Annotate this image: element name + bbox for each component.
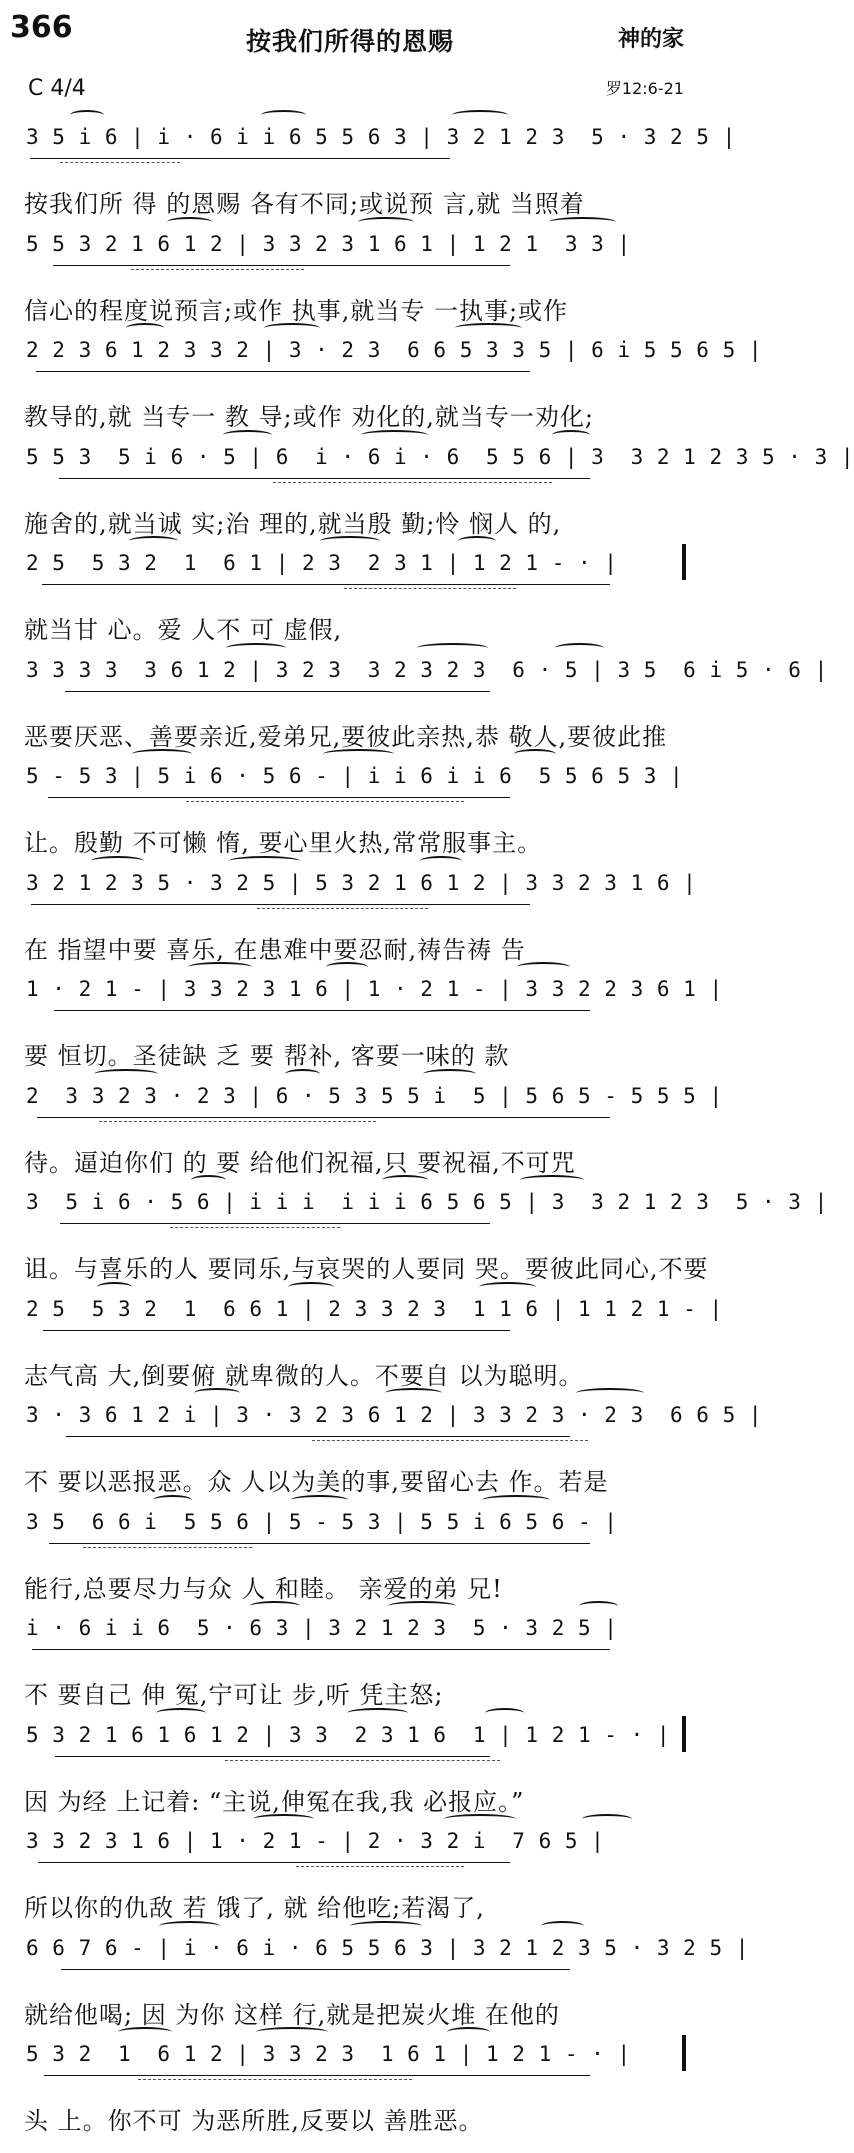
beam-underline [32,1649,610,1650]
notation-line: 3 2 1 2 3 5 · 3 2 5 | 5 3 2 1 6 1 2 | 3 3 2 3 1 6 | [26,870,697,895]
beam-underline [30,158,450,159]
double-beam-underline [131,269,304,270]
slur-mark [423,1069,476,1079]
lyric-line: 志气高 大,倒要俯 就卑微的人。不要自 以为聪明。 [24,1361,584,1390]
slur-mark [385,1388,442,1398]
beam-underline [44,2075,590,2076]
end-barline [682,1716,686,1752]
slur-mark [576,1388,644,1398]
notation-line: i · 6 i i 6 5 · 6 3 | 3 2 1 2 3 5 · 3 2 5 | [26,1616,618,1640]
beam-underline [48,797,510,798]
double-beam-underline [296,1866,464,1867]
key-time-signature: C 4/4 [28,76,86,101]
lyric-line: 就当甘 心。爱 人不 可 虚假, [24,616,343,644]
slur-mark [447,2027,490,2037]
notation-line: 6 6 7 6 - | i · 6 i · 6 5 5 6 3 | 3 2 1 2 3 5 · 3 2 5 | [26,1935,749,1960]
slur-mark [517,962,570,972]
notation-line: 5 3 2 1 6 1 2 | 3 3 2 3 1 6 1 | 1 2 1 - · | [26,2042,631,2066]
slur-mark [288,1282,334,1292]
beam-underline [43,1330,510,1331]
slur-mark [188,962,252,972]
beam-underline [59,478,590,479]
slur-mark [261,110,306,120]
slur-mark [91,856,144,866]
beam-underline [65,691,490,692]
slur-mark [256,2027,328,2037]
notation-line: 3 5 i 6 · 5 6 | i i i i i i 6 5 6 5 | 3 3 2 1 2 3 5 · 3 | [26,1190,828,1214]
slur-mark [358,217,414,227]
lyric-line: 因 为经 上记着: “主说,伸冤在我,我 必报应。” [24,1787,525,1816]
double-beam-underline [344,588,516,589]
slur-mark [382,1175,428,1185]
slur-mark [97,1282,132,1292]
lyric-line: 头 上。你不可 为恶所胜,反要以 善胜恶。 [24,2107,484,2135]
slur-mark [229,856,300,866]
double-beam-underline [186,801,464,802]
notation-line: 3 3 3 3 3 6 1 2 | 3 2 3 3 2 3 2 3 6 · 5 | 3 5 6 i 5 · 6 | [26,657,828,682]
slur-mark [552,430,590,440]
notation-line: 2 5 5 3 2 1 6 1 | 2 3 2 3 1 | 1 2 1 - · | [26,551,618,575]
page-header [0,0,700,110]
scripture-reference: 罗12:6-21 [605,79,684,98]
beam-underline [53,265,510,266]
slur-mark [479,1282,536,1292]
slur-mark [129,536,178,546]
notation-line: 3 · 3 6 1 2 i | 3 · 3 2 3 6 1 2 | 3 3 2 3 · 2 3 6 6 5 | [26,1403,763,1427]
notation-line: 3 3 2 3 1 6 | 1 · 2 1 - | 2 · 3 2 i 7 6 5 | [26,1829,605,1853]
slur-mark [223,430,272,440]
slur-mark [291,1495,348,1505]
slur-mark [361,430,428,440]
slur-mark [285,1069,320,1079]
slur-mark [579,1601,618,1611]
notation-line: 1 · 2 1 - | 3 3 2 3 1 6 | 1 · 2 1 - | 3 3 2 2 3 6 1 | [26,977,723,1001]
notation-line: 2 2 3 6 1 2 3 3 2 | 3 · 2 3 6 6 5 3 3 5 | 6 i 5 5 6 5 | [26,338,763,362]
slur-mark [118,2027,172,2037]
beam-underline [49,1543,590,1544]
notation-line: 5 5 3 5 i 6 · 5 | 6 i · 6 i · 6 5 5 6 | 3 3 2 1 2 3 5 · 3 | [26,444,854,469]
slur-mark [520,1175,584,1185]
slur-mark [458,536,496,546]
end-barline [682,2035,686,2071]
slur-mark [264,323,320,333]
slur-mark [153,1495,192,1505]
slur-mark [388,1601,456,1611]
slur-mark [444,1814,516,1824]
lyric-line: 恶要厌恶、善要亲近,爱弟兄,要彼此亲热,恭 敬人,要彼此推 [24,722,668,751]
beam-underline [42,584,610,585]
lyric-line: 不 要以恶报恶。众 人以为美的事,要留心去 作。若是 [24,1468,609,1496]
slur-mark [350,1921,422,1931]
slur-mark [323,749,394,759]
beam-underline [60,1223,490,1224]
slur-mark [541,1921,584,1931]
slur-mark [485,1708,524,1718]
double-beam-underline [257,908,428,909]
slur-mark [159,1921,220,1931]
slur-mark [582,1814,632,1824]
notation-line: 5 - 5 3 | 5 i 6 · 5 6 - | i i 6 i i 6 5 5 6 5 3 | [26,764,684,788]
lyric-line: 能行,总要尽力与众 人 和睦。 亲爱的弟 兄! [24,1574,503,1603]
lyric-line: 所以你的仇敌 若 饿了, 就 给他吃;若渴了, [24,1894,485,1922]
slur-mark [156,1708,206,1718]
lyric-line: 要 恒切。圣徒缺 乏 要 帮补, 客要一味的 款 [24,1042,510,1070]
slur-mark [126,323,164,333]
hymn-number: 366 [10,10,73,45]
beam-underline [55,1756,490,1757]
end-barline [682,544,686,580]
double-beam-underline [170,1227,340,1228]
notation-line: 5 5 3 2 1 6 1 2 | 3 3 2 3 1 6 1 | 1 2 1 3 3 | [26,231,631,256]
slur-mark [194,1388,240,1398]
hymn-title: 按我们所得的恩赐 [245,27,454,56]
slur-mark [482,1495,550,1505]
lyric-line: 就给他喝; 因 为你 这样 行,就是把炭火堆 在他的 [24,2000,560,2029]
slur-mark [555,643,604,653]
notation-line: 3 5 6 6 i 5 5 6 | 5 - 5 3 | 5 5 i 6 5 6 - | [26,1509,618,1534]
slur-mark [132,749,192,759]
slur-mark [320,536,380,546]
slur-mark [191,1175,226,1185]
double-beam-underline [225,1760,500,1761]
slur-mark [167,217,212,227]
double-beam-underline [60,162,180,163]
double-beam-underline [83,1547,252,1548]
slur-mark [70,110,104,120]
lyric-line: 不 要自己 伸 冤,宁可让 步,听 凭主怒; [24,1681,444,1709]
double-beam-underline [273,482,552,483]
double-beam-underline [138,2079,412,2080]
double-beam-underline [99,1121,376,1122]
notation-line: 3 5 i 6 | i · 6 i i 6 5 5 6 3 | 3 2 1 2 3 5 · 3 2 5 | [26,125,736,149]
notation-line: 5 3 2 1 6 1 6 1 2 | 3 3 2 3 1 6 1 | 1 2 1 - · | [26,1722,671,1747]
double-beam-underline [312,1440,588,1441]
beam-underline [36,371,530,372]
slur-mark [452,110,508,120]
lyric-line: 待。逼迫你们 的 要 给他们祝福,只 要祝福,不可咒 [24,1148,576,1177]
slur-mark [420,856,462,866]
notation-line: 2 5 5 3 2 1 6 6 1 | 2 3 3 2 3 1 1 6 | 1 1 2 1 - | [26,1296,723,1321]
slur-mark [326,962,368,972]
beam-underline [66,1436,570,1437]
score-system [0,2025,700,2153]
beam-underline [37,1117,610,1118]
lyric-line: 让。殷勤 不可懒 惰, 要心里火热,常常服事主。 [24,829,543,857]
slur-mark [549,217,616,227]
lyric-line: 按我们所 得 的恩赐 各有不同;或说预 言,就 当照着 [24,190,585,218]
notation-line: 2 3 3 2 3 · 2 3 | 6 · 5 3 5 5 i 5 | 5 6 5 - 5 5 5 | [26,1083,723,1108]
slur-mark [417,643,488,653]
lyric-line: 诅。与喜乐的人 要同乐,与哀哭的人要同 哭。要彼此同心,不要 [24,1255,709,1283]
slur-mark [455,323,522,333]
slur-mark [94,1069,158,1079]
slur-mark [514,749,556,759]
slur-mark [226,643,286,653]
lyric-line: 教导的,就 当专一 教 导;或作 劝化的,就当专一劝化; [24,403,594,431]
lyric-line: 信心的程度说预言;或作 执事,就当专 一执事;或作 [24,296,569,325]
beam-underline [54,1010,590,1011]
lyric-line: 施舍的,就当诚 实;治 理的,就当殷 勤;怜 悯人 的, [24,509,562,538]
beam-underline [31,904,530,905]
slur-mark [253,1814,314,1824]
lyric-line: 在 指望中要 喜乐, 在患难中要忍耐,祷告祷 告 [24,935,526,964]
hymnal-name: 神的家 [617,27,684,52]
slur-mark [250,1601,300,1611]
slur-mark [347,1708,408,1718]
beam-underline [38,1862,510,1863]
beam-underline [61,1969,570,1970]
